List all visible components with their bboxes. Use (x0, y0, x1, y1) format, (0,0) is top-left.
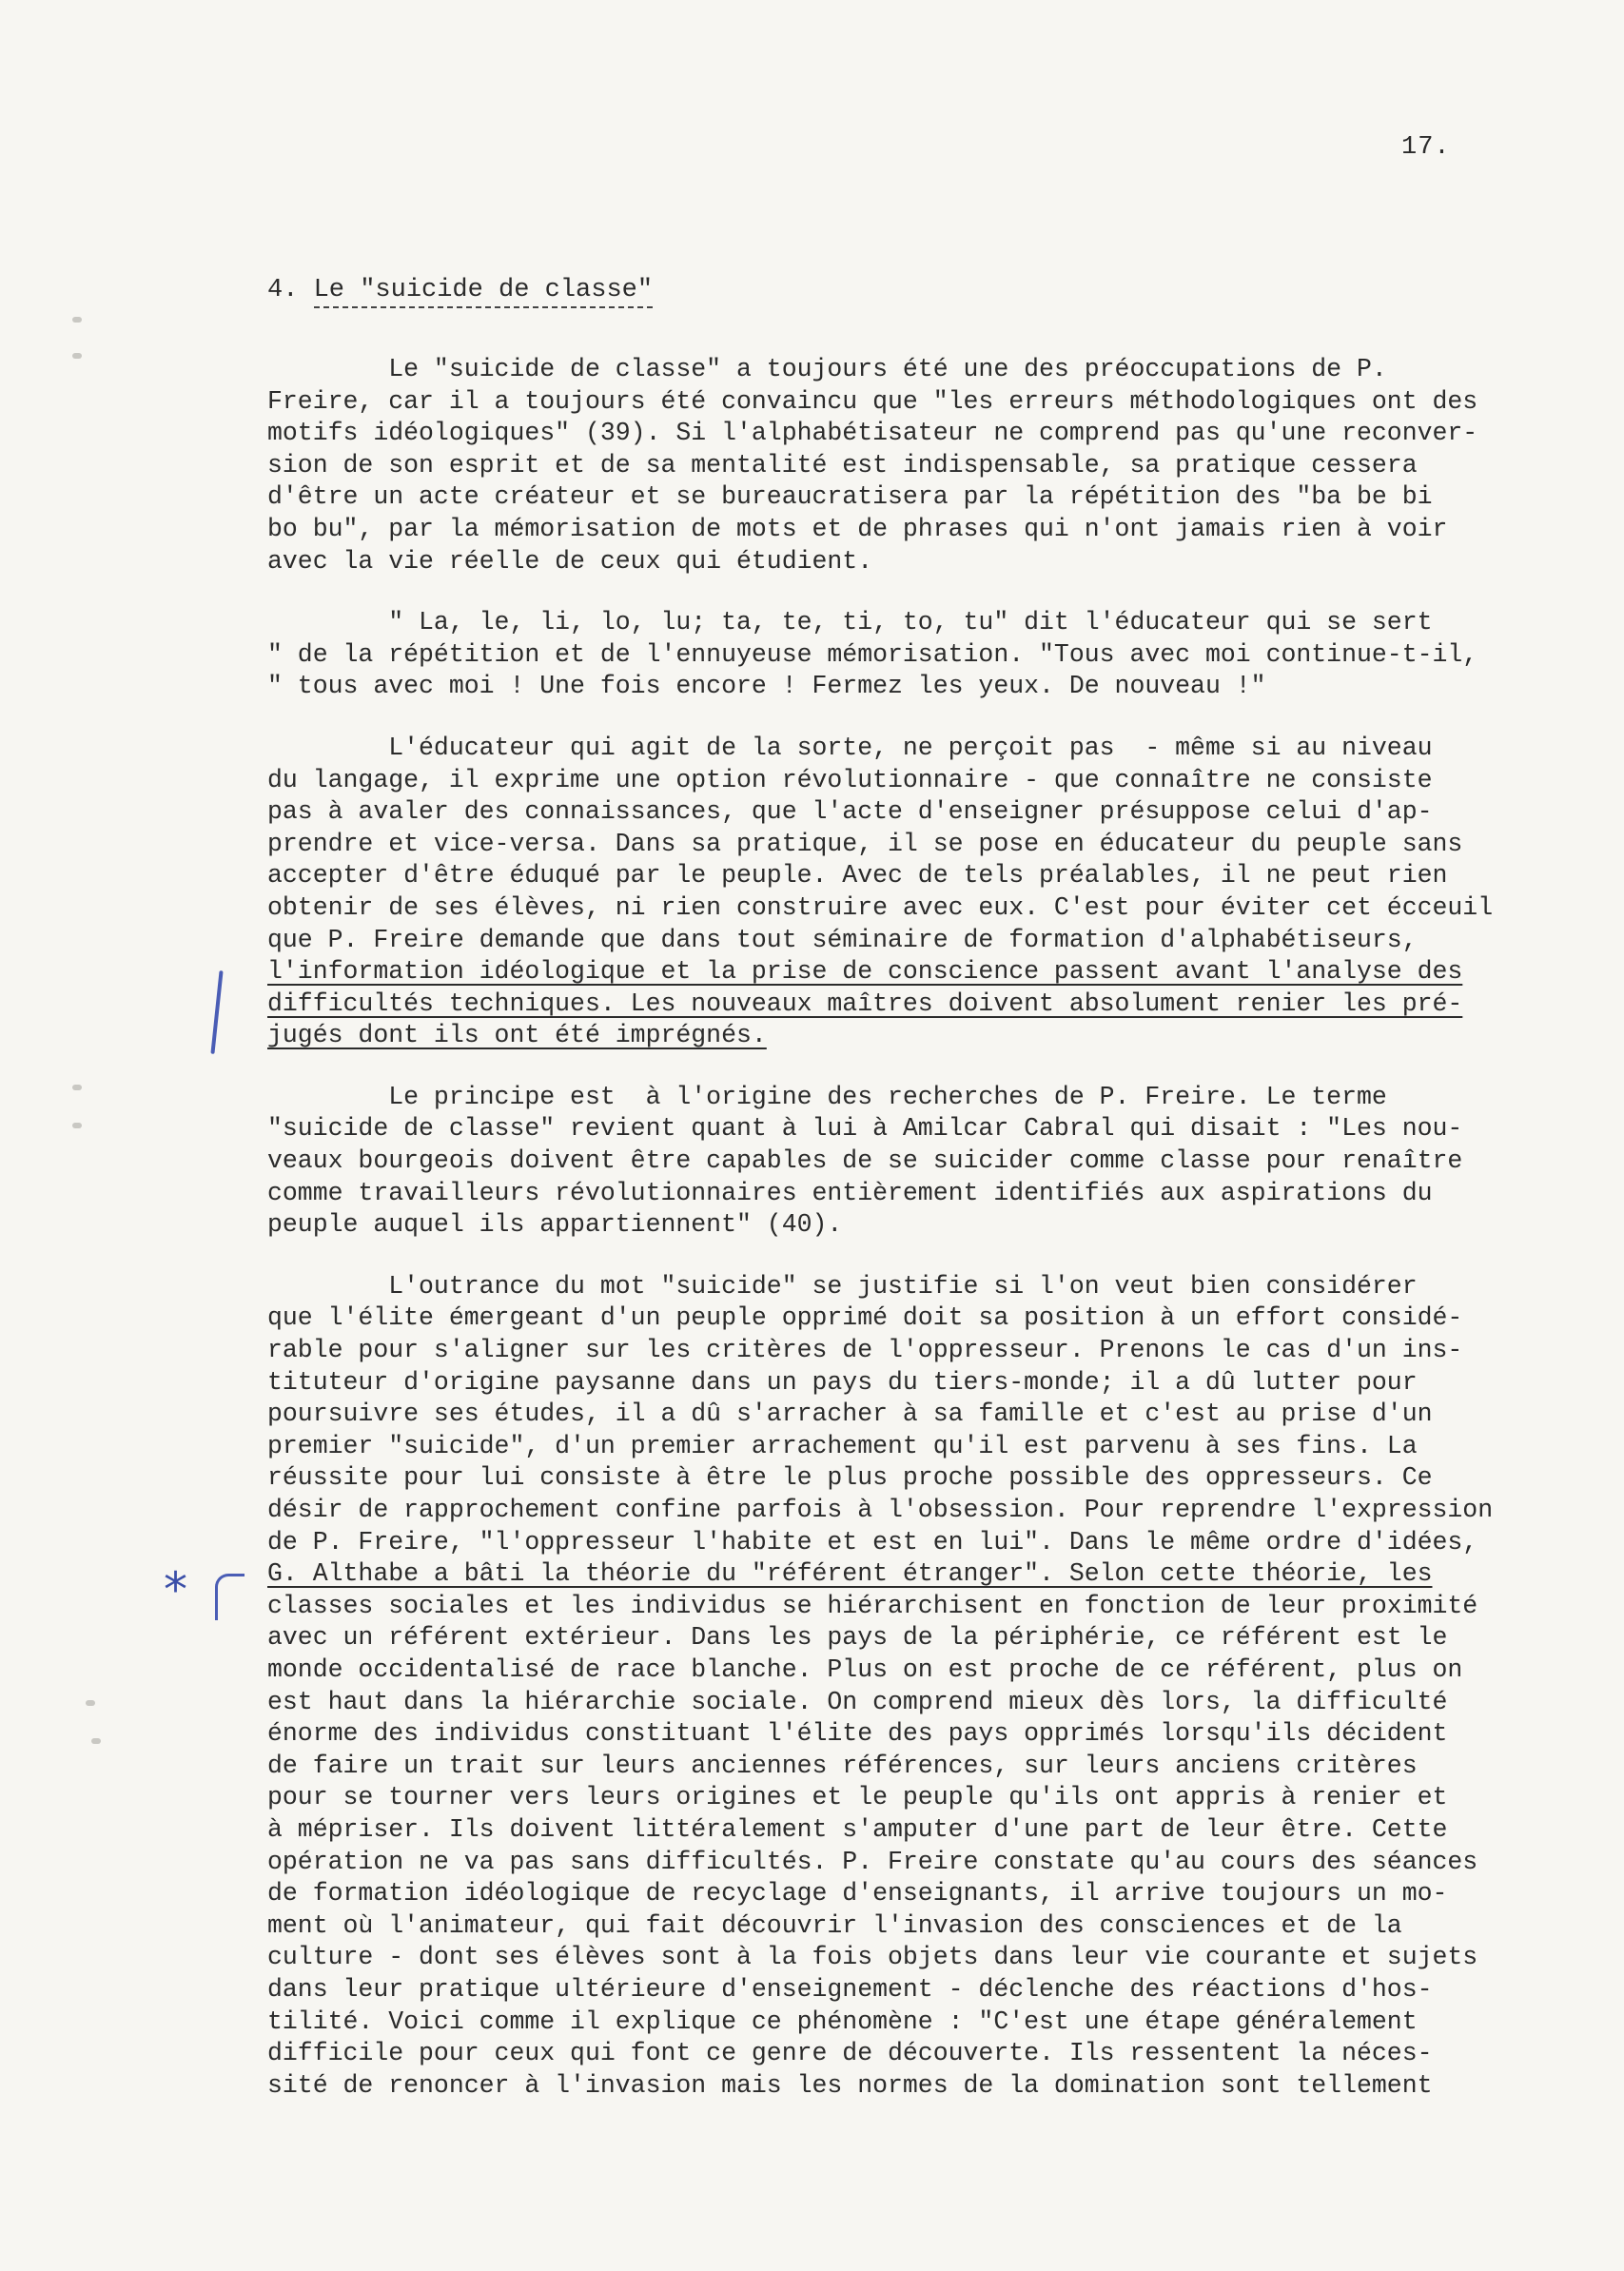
text-line: tilité. Voici comme il explique ce phénomène : "C'est une étape généralement (267, 2007, 1418, 2036)
paragraph (267, 607, 1561, 703)
paragraph (267, 1271, 1561, 2102)
text-line: ment où l'animateur, qui fait découvrir l'invasion des consciences et de la (267, 1910, 1402, 1940)
paragraph (267, 354, 1561, 578)
text-line: réussite pour lui consiste à être le plus proche possible des oppresseurs. Ce (267, 1463, 1433, 1493)
section-number: 4. (267, 276, 299, 304)
text-line: peuple auquel ils appartiennent" (40). (267, 1210, 843, 1240)
margin-annotation-bar (210, 970, 223, 1054)
text-line: accepter d'être éduqué par le peuple. Avec de tels préalables, il ne peut rien (267, 861, 1448, 891)
text-line: opération ne va pas sans difficultés. P. Freire constate qu'au cours des séances (267, 1847, 1478, 1876)
text-line: prendre et vice-versa. Dans sa pratique, il se pose en éducateur du peuple sans (267, 829, 1463, 858)
punch-mark (72, 317, 82, 323)
punch-mark (72, 1123, 82, 1128)
text-line: poursuivre ses études, il a dû s'arracher à sa famille et c'est au prise d'un (267, 1400, 1433, 1429)
page-number: 17. (1401, 133, 1451, 162)
text-line: culture - dont ses élèves sont à la fois objets dans leur vie courante et sujets (267, 1943, 1478, 1972)
text-line: pas à avaler des connaissances, que l'acte d'enseigner présuppose celui d'ap- (267, 797, 1433, 827)
text-line: de formation idéologique de recyclage d'enseignants, il arrive toujours un mo- (267, 1879, 1448, 1909)
punch-mark (72, 353, 82, 359)
punch-mark (86, 1700, 95, 1706)
text-line: G. Althabe a bâti la théorie du "référent étranger". Selon cette théorie, les (267, 1559, 1433, 1589)
text-line: est haut dans la hiérarchie sociale. On comprend mieux dès lors, la difficulté (267, 1687, 1448, 1716)
text-line: avec un référent extérieur. Dans les pays de la périphérie, ce référent est le (267, 1623, 1448, 1653)
text-line: pour se tourner vers leurs origines et le peuple qu'ils ont appris à renier et (267, 1783, 1448, 1812)
section-heading (267, 276, 653, 304)
text-line: de faire un trait sur leurs anciennes références, sur leurs anciens critères (267, 1751, 1418, 1780)
text-line: monde occidentalisé de race blanche. Plus on est proche de ce référent, plus on (267, 1654, 1463, 1684)
text-line: " de la répétition et de l'ennuyeuse mémorisation. "Tous avec moi continue-t-il, (267, 639, 1478, 669)
punch-mark (72, 1085, 82, 1090)
text-line: " La, le, li, lo, lu; ta, te, ti, to, tu" dit l'éducateur qui se sert (267, 608, 1433, 637)
text-line: sité de renoncer à l'invasion mais les normes de la domination sont tellement (267, 2070, 1433, 2100)
text-line: Le principe est à l'origine des recherches de P. Freire. Le terme (267, 1082, 1387, 1111)
text-line: premier "suicide", d'un premier arrachement qu'il est parvenu à ses fins. La (267, 1431, 1418, 1460)
margin-annotation-mark (215, 1574, 245, 1620)
paragraph (267, 733, 1561, 1052)
text-line: veaux bourgeois doivent être capables de se suicider comme classe pour renaître (267, 1146, 1463, 1176)
text-line: " tous avec moi ! Une fois encore ! Fermez les yeux. De nouveau !" (267, 672, 1266, 701)
text-line: que P. Freire demande que dans tout séminaire de formation d'alphabétiseurs, (267, 925, 1418, 954)
text-line: de P. Freire, "l'oppresseur l'habite et est en lui". Dans le même ordre d'idées, (267, 1527, 1478, 1556)
text-line: à mépriser. Ils doivent littéralement s'amputer d'une part de leur être. Cette (267, 1814, 1448, 1844)
text-line: Le "suicide de classe" a toujours été une des préoccupations de P. (267, 355, 1387, 383)
text-line: bo bu", par la mémorisation de mots et de phrases qui n'ont jamais rien à voir (267, 514, 1448, 543)
text-line: difficile pour ceux qui font ce genre de découverte. Ils ressentent la néces- (267, 2039, 1433, 2068)
text-line: "suicide de classe" revient quant à lui à Amilcar Cabral qui disait : "Les nou- (267, 1114, 1463, 1144)
margin-annotation-star: * (164, 1562, 187, 1617)
text-line: L'outrance du mot "suicide" se justifie si l'on veut bien considérer (267, 1271, 1418, 1301)
text-line: l'information idéologique et la prise de conscience passent avant l'analyse des (267, 957, 1463, 987)
text-line: tituteur d'origine paysanne dans un pays du tiers-monde; il a dû lutter pour (267, 1367, 1418, 1397)
body-text (267, 354, 1561, 2131)
text-line: du langage, il exprime une option révolutionnaire - que connaître ne consiste (267, 765, 1433, 794)
text-line: rable pour s'aligner sur les critères de l'oppresseur. Prenons le cas d'un ins- (267, 1336, 1463, 1365)
text-line: motifs idéologiques" (39). Si l'alphabétisateur ne comprend pas qu'une reconver- (267, 419, 1478, 448)
text-line: d'être un acte créateur et se bureaucratisera par la répétition des "ba be bi (267, 482, 1433, 512)
text-line: jugés dont ils ont été imprégnés. (267, 1021, 767, 1050)
text-line: classes sociales et les individus se hiérarchisent en fonction de leur proximité (267, 1591, 1478, 1620)
text-line: Freire, car il a toujours été convaincu que "les erreurs méthodologiques ont des (267, 386, 1478, 416)
text-line: L'éducateur qui agit de la sorte, ne perçoit pas - même si au niveau (267, 733, 1433, 762)
text-line: avec la vie réelle de ceux qui étudient. (267, 546, 873, 576)
paragraph (267, 1082, 1561, 1242)
text-line: sion de son esprit et de sa mentalité est indispensable, sa pratique cessera (267, 450, 1418, 480)
text-line: énorme des individus constituant l'élite des pays opprimés lorsqu'ils décident (267, 1719, 1448, 1749)
text-line: dans leur pratique ultérieure d'enseignement - déclenche des réactions d'hos- (267, 1974, 1433, 2004)
text-line: comme travailleurs révolutionnaires entièrement identifiés aux aspirations du (267, 1178, 1433, 1207)
text-line: difficultés techniques. Les nouveaux maîtres doivent absolument renier les pré- (267, 989, 1463, 1018)
text-line: désir de rapprochement confine parfois à l'obsession. Pour reprendre l'expression (267, 1496, 1494, 1524)
section-title: Le "suicide de classe" (314, 276, 653, 308)
punch-mark (91, 1738, 101, 1744)
text-line: obtenir de ses élèves, ni rien construire avec eux. C'est pour éviter cet écceuil (267, 892, 1494, 922)
text-line: que l'élite émergeant d'un peuple opprimé doit sa position à un effort considé- (267, 1303, 1463, 1333)
